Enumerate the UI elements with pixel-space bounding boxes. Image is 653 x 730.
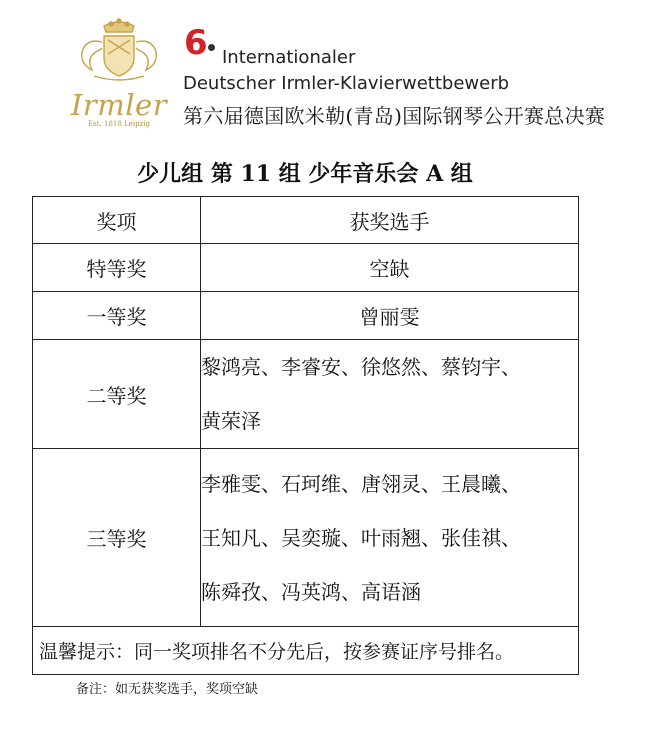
award-name: 一等奖 — [33, 292, 201, 340]
edition-number: 6 — [184, 23, 208, 63]
winners-line: 黄荣泽 — [201, 409, 261, 433]
logo-established: Est. 1818 Leipzig — [88, 120, 150, 128]
page-title: 少儿组 第 11 组 少年音乐会 A 组 — [137, 161, 473, 187]
irmler-logo — [64, 18, 174, 136]
footnote: 备注：如无获奖选手，奖项空缺 — [76, 682, 259, 697]
logo-script: Irmler — [70, 88, 168, 122]
competition-name-line2: Deutscher Irmler-Klavierwettbewerb — [183, 73, 510, 94]
awards-table — [32, 196, 579, 675]
competition-name-chinese: 第六届德国欧米勒(青岛)国际钢琴公开赛总决赛 — [183, 104, 606, 128]
table-header-row — [33, 197, 579, 244]
award-name: 特等奖 — [33, 244, 201, 292]
table-row — [33, 449, 579, 627]
winners-line: 黎鸿亮、李睿安、徐悠然、蔡钧宇、 — [201, 355, 521, 379]
tip-row — [33, 627, 579, 675]
header-award: 奖项 — [33, 197, 201, 244]
competition-name-line1: Internationaler — [222, 47, 356, 68]
winners-cell: 空缺 — [201, 244, 579, 292]
table-row — [33, 292, 579, 340]
header-winners: 获奖选手 — [201, 197, 579, 244]
award-name: 二等奖 — [33, 340, 201, 449]
winners-line: 李雅雯、石珂维、唐翎灵、王晨曦、 — [201, 471, 521, 496]
winners-line: 王知凡、吴奕璇、叶雨翘、张佳祺、 — [201, 525, 521, 550]
table-row — [33, 340, 579, 449]
tip-text: 温馨提示：同一奖项排名不分先后，按参赛证序号排名。 — [33, 627, 579, 675]
edition-dot — [208, 44, 215, 51]
header — [0, 0, 653, 150]
award-name: 三等奖 — [33, 449, 201, 627]
table-row — [33, 244, 579, 292]
winners-cell: 曾丽雯 — [201, 292, 579, 340]
winners-cell — [201, 449, 579, 627]
winners-cell — [201, 340, 579, 449]
winners-line: 陈舜孜、冯英鸿、高语涵 — [201, 579, 421, 604]
crest-icon — [64, 18, 174, 88]
